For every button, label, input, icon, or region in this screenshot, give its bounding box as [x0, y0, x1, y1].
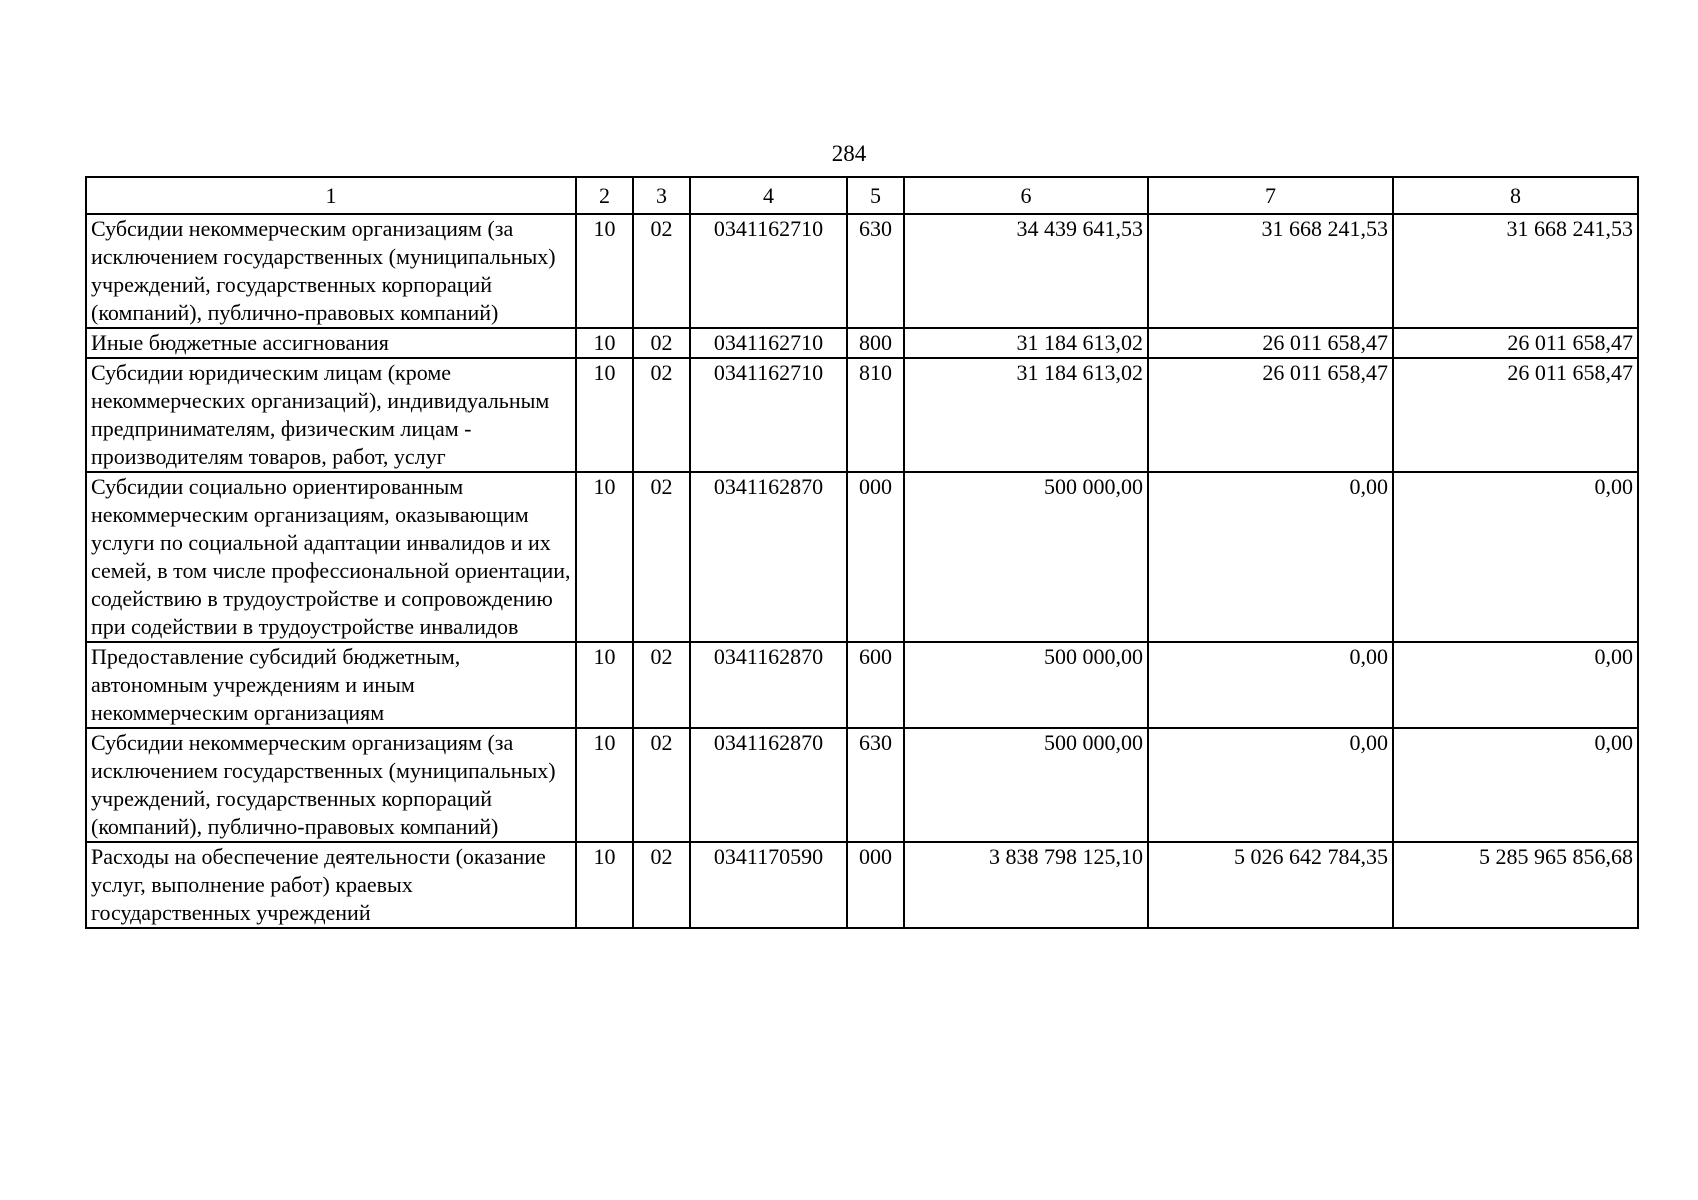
column-header: 4 — [690, 177, 847, 214]
table-row — [86, 358, 1638, 472]
column-header: 8 — [1393, 177, 1638, 214]
expense-type-code: 630 — [847, 214, 904, 328]
table-row — [86, 642, 1638, 728]
row-name: Субсидии юридическим лицам (кроме некоммерческих организаций), индивидуальным предпринимателям, физическим лицам - производителям товаров, работ, услуг — [86, 358, 576, 472]
subsection-code: 02 — [633, 328, 690, 358]
column-header: 6 — [904, 177, 1148, 214]
expense-type-code: 000 — [847, 842, 904, 928]
expense-type-code: 600 — [847, 642, 904, 728]
target-code: 0341162870 — [690, 472, 847, 642]
subsection-code: 02 — [633, 214, 690, 328]
budget-table — [85, 176, 1639, 929]
amount-col6: 500 000,00 — [904, 642, 1148, 728]
column-header: 7 — [1148, 177, 1393, 214]
expense-type-code: 810 — [847, 358, 904, 472]
subsection-code: 02 — [633, 642, 690, 728]
amount-col7: 31 668 241,53 — [1148, 214, 1393, 328]
page-number: 284 — [831, 141, 867, 166]
header-row — [86, 177, 1638, 214]
target-code: 0341162870 — [690, 642, 847, 728]
target-code: 0341162870 — [690, 728, 847, 842]
amount-col7: 0,00 — [1148, 472, 1393, 642]
target-code: 0341170590 — [690, 842, 847, 928]
table-row — [86, 842, 1638, 928]
subsection-code: 02 — [633, 728, 690, 842]
column-header: 2 — [576, 177, 633, 214]
row-name: Расходы на обеспечение деятельности (оказание услуг, выполнение работ) краевых государственных учреждений — [86, 842, 576, 928]
section-code: 10 — [576, 358, 633, 472]
row-name: Субсидии некоммерческим организациям (за исключением государственных (муниципальных) учреждений, государственных корпораций (компаний), публично-правовых компаний) — [86, 214, 576, 328]
amount-col7: 26 011 658,47 — [1148, 328, 1393, 358]
target-code: 0341162710 — [690, 328, 847, 358]
column-header: 5 — [847, 177, 904, 214]
expense-type-code: 630 — [847, 728, 904, 842]
amount-col8: 31 668 241,53 — [1393, 214, 1638, 328]
column-header: 1 — [86, 177, 576, 214]
amount-col6: 500 000,00 — [904, 728, 1148, 842]
section-code: 10 — [576, 328, 633, 358]
amount-col7: 0,00 — [1148, 728, 1393, 842]
table-row — [86, 472, 1638, 642]
amount-col8: 0,00 — [1393, 642, 1638, 728]
amount-col8: 5 285 965 856,68 — [1393, 842, 1638, 928]
amount-col6: 34 439 641,53 — [904, 214, 1148, 328]
amount-col8: 0,00 — [1393, 472, 1638, 642]
target-code: 0341162710 — [690, 214, 847, 328]
expense-type-code: 000 — [847, 472, 904, 642]
table-row — [86, 214, 1638, 328]
row-name: Предоставление субсидий бюджетным, автономным учреждениям и иным некоммерческим организациям — [86, 642, 576, 728]
section-code: 10 — [576, 642, 633, 728]
amount-col7: 5 026 642 784,35 — [1148, 842, 1393, 928]
table-row — [86, 328, 1638, 358]
amount-col6: 500 000,00 — [904, 472, 1148, 642]
row-name: Иные бюджетные ассигнования — [86, 328, 576, 358]
amount-col7: 0,00 — [1148, 642, 1393, 728]
amount-col6: 31 184 613,02 — [904, 328, 1148, 358]
section-code: 10 — [576, 842, 633, 928]
amount-col6: 31 184 613,02 — [904, 358, 1148, 472]
subsection-code: 02 — [633, 472, 690, 642]
section-code: 10 — [576, 214, 633, 328]
column-header: 3 — [633, 177, 690, 214]
section-code: 10 — [576, 728, 633, 842]
subsection-code: 02 — [633, 358, 690, 472]
amount-col8: 26 011 658,47 — [1393, 358, 1638, 472]
amount-col8: 0,00 — [1393, 728, 1638, 842]
target-code: 0341162710 — [690, 358, 847, 472]
subsection-code: 02 — [633, 842, 690, 928]
table-row — [86, 728, 1638, 842]
amount-col7: 26 011 658,47 — [1148, 358, 1393, 472]
expense-type-code: 800 — [847, 328, 904, 358]
row-name: Субсидии социально ориентированным некоммерческим организациям, оказывающим услуги по социальной адаптации инвалидов и их семей, в том числе профессиональной ориентации, содействию в трудоустройстве и сопровождению при содействии в трудоустройстве инвалидов — [86, 472, 576, 642]
amount-col8: 26 011 658,47 — [1393, 328, 1638, 358]
row-name: Субсидии некоммерческим организациям (за исключением государственных (муниципальных) учреждений, государственных корпораций (компаний), публично-правовых компаний) — [86, 728, 576, 842]
amount-col6: 3 838 798 125,10 — [904, 842, 1148, 928]
section-code: 10 — [576, 472, 633, 642]
